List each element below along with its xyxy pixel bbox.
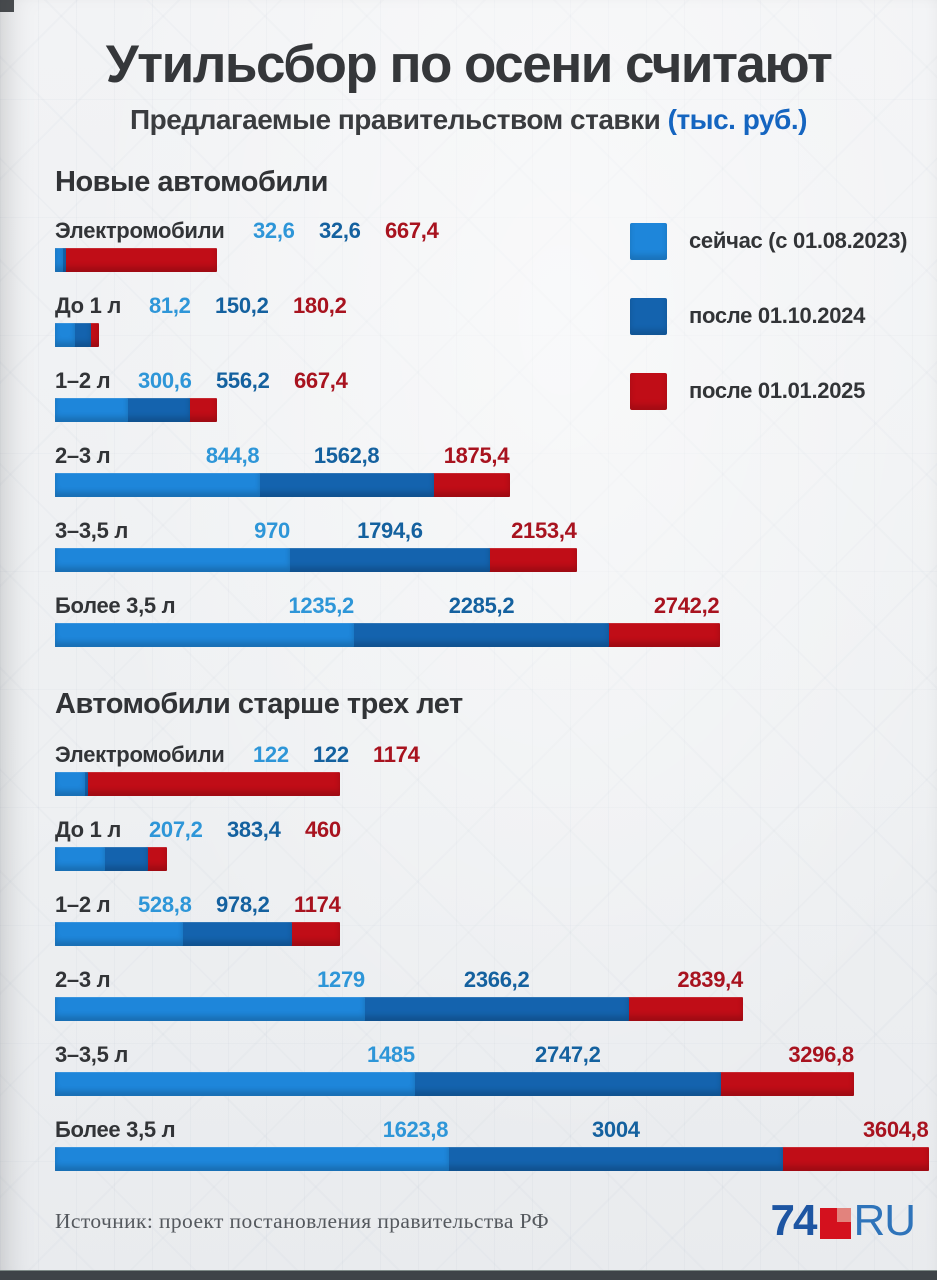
- value-label-now: 1485: [367, 1042, 415, 1067]
- row-label: 3–3,5 л: [55, 1042, 129, 1067]
- value-label-after-2024: 122: [313, 742, 349, 767]
- value-label-after-2025: 667,4: [385, 218, 439, 243]
- screenshot-corner-artifact: [0, 0, 14, 12]
- row-label: Более 3,5 л: [55, 593, 176, 618]
- bar-segment-now: [55, 1072, 415, 1096]
- chart-row: [55, 965, 929, 1021]
- chart-section-old-cars: [55, 740, 929, 1190]
- chart-row: [55, 516, 929, 572]
- bar: [55, 548, 929, 572]
- row-label: 3–3,5 л: [55, 518, 129, 543]
- row-label: До 1 л: [55, 293, 122, 318]
- value-label-after-2025: 2742,2: [653, 593, 720, 618]
- bar: [55, 772, 929, 796]
- row-value-line: [55, 1040, 929, 1069]
- bar-segment-now: [55, 772, 85, 796]
- chart-legend: [630, 222, 907, 447]
- bar-segment-after-2025: [55, 248, 217, 272]
- page-title: Утильсбор по осени считают: [105, 35, 832, 94]
- row-value-line: [55, 965, 929, 994]
- chart-row: [55, 591, 929, 647]
- value-label-after-2025: 3604,8: [863, 1117, 929, 1142]
- value-label-now: 300,6: [138, 368, 192, 393]
- chart-row: [55, 1040, 929, 1096]
- row-value-line: [55, 815, 929, 844]
- bar-segment-now: [55, 922, 183, 946]
- bar: [55, 847, 929, 871]
- bar-segment-now: [55, 847, 105, 871]
- row-label: Более 3,5 л: [55, 1117, 176, 1142]
- footer: [55, 1190, 915, 1252]
- chart-row: [55, 441, 929, 497]
- chart-row: [55, 890, 929, 946]
- row-label: Электромобили: [55, 218, 225, 243]
- value-label-after-2024: 150,2: [215, 293, 269, 318]
- value-label-now: 844,8: [205, 443, 260, 468]
- bar: [55, 1072, 929, 1096]
- bar: [55, 473, 929, 497]
- value-label-after-2025: 460: [305, 817, 341, 842]
- bar: [55, 623, 929, 647]
- bar-segment-now: [55, 323, 75, 347]
- legend-swatch-icon: [630, 298, 667, 335]
- bar-segment-now: [55, 548, 290, 572]
- row-value-line: [55, 516, 929, 545]
- subtitle-unit: (тыс. руб.): [667, 104, 807, 135]
- bar-segment-now: [55, 248, 63, 272]
- value-label-after-2025: 1875,4: [443, 443, 510, 468]
- bar-segment-now: [55, 623, 354, 647]
- row-value-line: [55, 740, 929, 769]
- bar-segment-now: [55, 1147, 449, 1171]
- value-label-now: 528,8: [138, 892, 192, 917]
- logo-suffix: RU: [853, 1196, 915, 1245]
- logo-number: 74: [770, 1196, 816, 1245]
- bar-segment-now: [55, 473, 260, 497]
- row-label: 2–3 л: [55, 967, 111, 992]
- chart-row: [55, 1115, 929, 1171]
- value-label-after-2024: 3004: [592, 1117, 640, 1142]
- value-label-now: 1623,8: [382, 1117, 449, 1142]
- bar: [55, 1147, 929, 1171]
- bar: [55, 997, 929, 1021]
- row-value-line: [55, 591, 929, 620]
- row-label: 1–2 л: [55, 368, 111, 393]
- value-label-after-2024: 1794,6: [357, 518, 423, 543]
- value-label-after-2024: 2366,2: [463, 967, 530, 992]
- row-value-line: [55, 890, 929, 919]
- bar-segment-after-2025: [55, 772, 340, 796]
- row-label: 1–2 л: [55, 892, 111, 917]
- value-label-now: 122: [253, 742, 289, 767]
- value-label-after-2025: 667,4: [294, 368, 348, 393]
- logo-block-icon: [820, 1208, 851, 1239]
- section-title-new-cars: Новые автомобили: [55, 166, 328, 198]
- bar-segment-now: [55, 997, 365, 1021]
- value-label-now: 32,6: [253, 218, 295, 243]
- 74ru-logo: [770, 1196, 915, 1245]
- bar-segment-now: [55, 398, 128, 422]
- screenshot-bottom-edge: [0, 1270, 937, 1280]
- legend-label: после 01.01.2025: [689, 378, 866, 403]
- value-label-after-2024: 32,6: [319, 218, 361, 243]
- value-label-now: 1279: [317, 967, 365, 992]
- bar: [55, 922, 929, 946]
- value-label-after-2025: 2153,4: [511, 518, 577, 543]
- value-label-after-2025: 1174: [373, 742, 420, 767]
- chart-row: [55, 740, 929, 796]
- legend-label: после 01.10.2024: [689, 303, 866, 328]
- value-label-after-2025: 1174: [294, 892, 341, 917]
- value-label-after-2024: 2285,2: [448, 593, 515, 618]
- legend-label: сейчас (с 01.08.2023): [689, 228, 908, 253]
- section-title-old-cars: Автомобили старше трех лет: [55, 688, 463, 720]
- value-label-after-2024: 383,4: [227, 817, 281, 842]
- legend-item: [630, 297, 907, 335]
- value-label-after-2025: 2839,4: [677, 967, 743, 992]
- value-label-after-2024: 1562,8: [313, 443, 380, 468]
- legend-swatch-icon: [630, 223, 667, 260]
- value-label-now: 81,2: [149, 293, 191, 318]
- source-note: Источник: проект постановления правительства РФ: [55, 1208, 549, 1233]
- value-label-now: 970: [254, 518, 290, 543]
- value-label-now: 207,2: [149, 817, 203, 842]
- value-label-now: 1235,2: [288, 593, 354, 618]
- legend-swatch-icon: [630, 373, 667, 410]
- value-label-after-2024: 2747,2: [535, 1042, 601, 1067]
- legend-item: [630, 372, 907, 410]
- value-label-after-2024: 556,2: [216, 368, 270, 393]
- page-subtitle: [0, 104, 937, 136]
- row-label: 2–3 л: [55, 443, 111, 468]
- value-label-after-2025: 3296,8: [788, 1042, 854, 1067]
- value-label-after-2024: 978,2: [216, 892, 270, 917]
- row-label: До 1 л: [55, 817, 122, 842]
- value-label-after-2025: 180,2: [293, 293, 347, 318]
- row-label: Электромобили: [55, 742, 225, 767]
- legend-item: [630, 222, 907, 260]
- subtitle-text: Предлагаемые правительством ставки: [130, 104, 661, 135]
- row-value-line: [55, 1115, 929, 1144]
- chart-row: [55, 815, 929, 871]
